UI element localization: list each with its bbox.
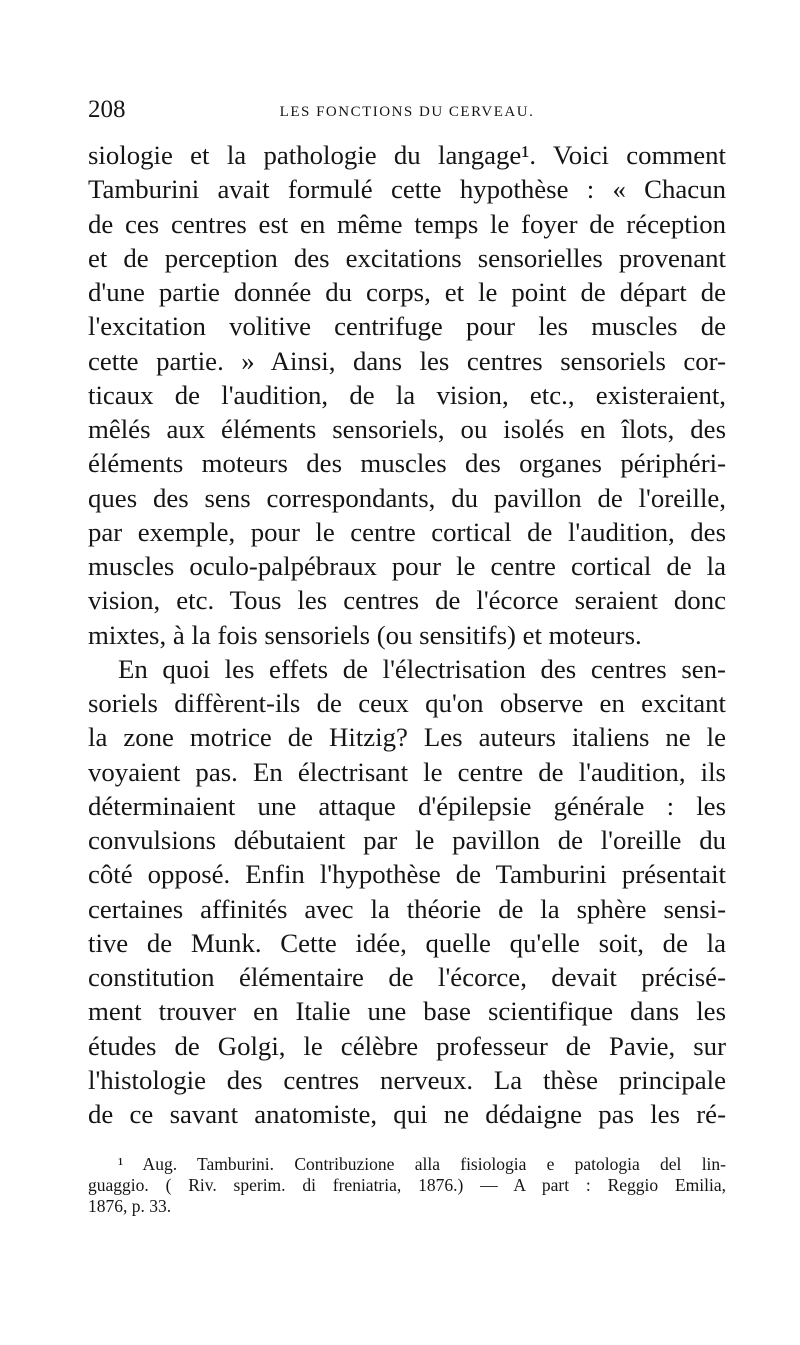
text-line: d'une partie donnée du corps, et le point de départ de: [88, 277, 726, 307]
text-line: cette partie. » Ainsi, dans les centres sensoriels cor-: [88, 345, 726, 376]
text-line: ticaux de l'audition, de la vision, etc., existeraient,: [88, 379, 726, 410]
text-line: l'histologie des centres nerveux. La thèse principale: [88, 1064, 726, 1095]
text-line: déterminaient une attaque d'épilepsie générale : les: [88, 790, 726, 821]
text-line: ment trouver en Italie une base scientifique dans les: [88, 996, 726, 1027]
text-line: éléments moteurs des muscles des organes périphéri-: [88, 448, 726, 479]
paragraph-start-line: En quoi les effets de l'électrisation des centres sen-: [118, 653, 726, 684]
footnote-line: ¹ Aug. Tamburini. Contribuzione alla fisiologia e patologia del lin-: [118, 1154, 726, 1174]
text-line: par exemple, pour le centre cortical de l'audition, des: [88, 516, 726, 547]
text-line: études de Golgi, le célèbre professeur de Pavie, sur: [88, 1030, 726, 1061]
text-line: la zone motrice de Hitzig? Les auteurs italiens ne le: [88, 722, 726, 753]
text-line: de ces centres est en même temps le foyer de réception: [88, 208, 726, 239]
text-line: l'excitation volitive centrifuge pour les muscles de: [88, 311, 726, 342]
text-line: siologie et la pathologie du langage¹. Voici comment: [88, 140, 726, 170]
text-line: Tamburini avait formulé cette hypothèse : « Chacun: [88, 174, 726, 205]
page-header: [88, 96, 726, 128]
text-line: voyaient pas. En électrisant le centre de l'audition, ils: [88, 756, 726, 787]
footnote-line: guaggio. ( Riv. sperim. di freniatria, 1876.) — A part : Reggio Emilia,: [88, 1175, 726, 1195]
body-text: [88, 138, 726, 1131]
text-line: tive de Munk. Cette idée, quelle qu'elle soit, de la: [88, 927, 726, 958]
text-line: soriels diffèrent-ils de ceux qu'on observe en excitant: [88, 688, 726, 718]
text-line: et de perception des excitations sensorielles provenant: [88, 242, 726, 273]
text-line: constitution élémentaire de l'écorce, devait précisé-: [88, 962, 726, 992]
running-title: LES FONCTIONS DU CERVEAU.: [279, 104, 535, 120]
text-line: certaines affinités avec la théorie de la sphère sensi-: [88, 893, 726, 924]
text-line: de ce savant anatomiste, qui ne dédaigne pas les ré-: [88, 1099, 726, 1129]
text-line: ques des sens correspondants, du pavillon de l'oreille,: [88, 482, 726, 513]
text-line: muscles oculo-palpébraux pour le centre cortical de la: [88, 551, 726, 581]
text-line: mêlés aux éléments sensoriels, ou isolés en îlots, des: [88, 414, 726, 444]
page-number: 208: [88, 96, 126, 123]
footnote: [88, 1154, 726, 1217]
text-line: vision, etc. Tous les centres de l'écorce seraient donc: [88, 585, 726, 616]
paragraph-end-line: mixtes, à la fois sensoriels (ou sensitifs) et moteurs.: [88, 619, 642, 650]
text-line: côté opposé. Enfin l'hypothèse de Tamburini présentait: [88, 859, 726, 890]
footnote-line: 1876, p. 33.: [88, 1196, 172, 1216]
text-line: convulsions débutaient par le pavillon de l'oreille du: [88, 825, 726, 855]
